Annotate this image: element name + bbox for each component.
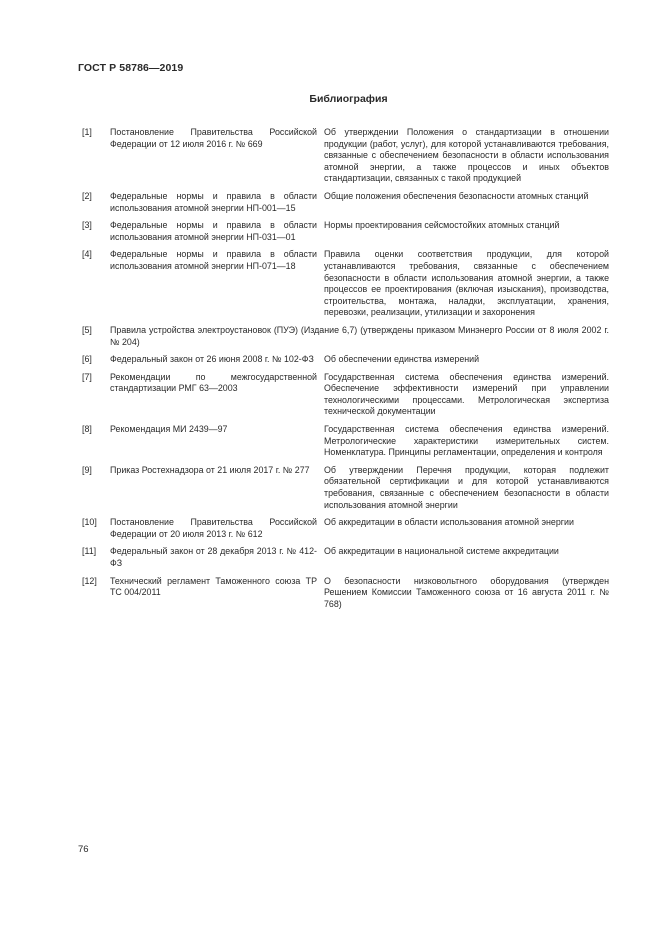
- entry-source: Постановление Правительства Российской Федерации от 20 июля 2013 г. № 612: [110, 517, 317, 539]
- entry-source: Рекомендация МИ 2439—97: [110, 424, 228, 435]
- bibliography-entry-1: [82, 127, 609, 185]
- entry-number: [4]: [82, 249, 92, 260]
- bibliography-entry-8: [82, 424, 609, 459]
- entry-number: [2]: [82, 190, 92, 201]
- entry-description: Нормы проектирования сейсмостойких атомных станций: [324, 220, 560, 231]
- entry-number: [3]: [82, 220, 92, 231]
- entry-description: Государственная система обеспечения единства измерений. Обеспечение эффективности измерений при управлении технологическими процессами. Метрологическая экспертиза технической документации: [324, 371, 609, 417]
- page-number: 76: [78, 844, 89, 855]
- entry-full-reference: Правила устройства электроустановок (ПУЭ) (Издание 6,7) (утверждены приказом Минэнерго России от 8 июля 2002 г. № 204): [110, 324, 609, 347]
- bibliography-entry-2: [82, 191, 609, 214]
- entry-description: Об утверждении Положения о стандартизации в отношении продукции (работ, услуг), для которой устанавливаются требования, связанные с обеспечением безопасности в области использования атомной энергии, а также процессов и иных объектов стандартизации, связанных с такой продукцией: [324, 127, 609, 184]
- entry-number: [11]: [82, 546, 97, 557]
- bibliography-entry-6: [82, 354, 609, 366]
- bibliography-list: [82, 127, 609, 616]
- entry-description: Общие положения обеспечения безопасности атомных станций: [324, 190, 589, 201]
- entry-number: [12]: [82, 575, 97, 586]
- entry-source: Федеральные нормы и правила в области использования атомной энергии НП-031—01: [110, 220, 317, 242]
- entry-description: О безопасности низковольтного оборудования (утвержден Решением Комиссии Таможенного союза от 16 августа 2011 г. № 768): [324, 575, 609, 609]
- entry-description: Об утверждении Перечня продукции, которая подлежит обязательной сертификации и для которой устанавливаются требования, связанные с обеспечением безопасности в области использования атомной энергии: [324, 464, 609, 510]
- bibliography-entry-3: [82, 220, 609, 243]
- entry-description: Об обеспечении единства измерений: [324, 354, 480, 365]
- entry-source: Постановление Правительства Российской Федерации от 12 июля 2016 г. № 669: [110, 127, 317, 149]
- bibliography-entry-5: [82, 325, 609, 348]
- entry-number: [1]: [82, 127, 92, 137]
- bibliography-entry-9: [82, 465, 609, 511]
- entry-source: Федеральный закон от 26 июня 2008 г. № 102-ФЗ: [110, 354, 314, 365]
- entry-source: Рекомендации по межгосударственной стандартизации РМГ 63—2003: [110, 371, 317, 394]
- bibliography-entry-11: [82, 546, 609, 569]
- bibliography-entry-4: [82, 249, 609, 319]
- bibliography-entry-12: [82, 576, 609, 611]
- entry-number: [5]: [82, 324, 92, 335]
- bibliography-entry-10: [82, 517, 609, 540]
- entry-number: [7]: [82, 371, 92, 382]
- page-title: Библиография: [309, 93, 388, 105]
- entry-source: Технический регламент Таможенного союза ТР ТС 004/2011: [110, 575, 317, 598]
- entry-number: [6]: [82, 354, 92, 365]
- entry-description: Об аккредитации в национальной системе аккредитации: [324, 546, 559, 557]
- entry-source: Федеральные нормы и правила в области использования атомной энергии НП-001—15: [110, 190, 317, 213]
- entry-description: Об аккредитации в области использования атомной энергии: [324, 517, 574, 528]
- bibliography-entry-7: [82, 372, 609, 418]
- entry-source: Приказ Ростехнадзора от 21 июля 2017 г. № 277: [110, 464, 310, 475]
- entry-source: Федеральные нормы и правила в области использования атомной энергии НП-071—18: [110, 249, 317, 271]
- entry-description: Правила оценки соответствия продукции, для которой устанавливаются требования, связанные с обеспечением безопасности в области использования атомной энергии, а также процессов ее проектирования (включая изыскания), производства, строительства, монтажа, наладки, эксплуатации, хранения, перевозки, реализации, утилизации и захоронения: [324, 249, 609, 318]
- entry-number: [9]: [82, 464, 92, 475]
- entry-number: [10]: [82, 517, 97, 528]
- entry-source: Федеральный закон от 28 декабря 2013 г. № 412-ФЗ: [110, 546, 317, 568]
- standard-code: ГОСТ Р 58786—2019: [78, 62, 184, 74]
- entry-description: Государственная система обеспечения единства измерений. Метрологические характеристики измерительных систем. Номенклатура. Принципы регламентации, определения и контроля: [324, 424, 609, 458]
- entry-number: [8]: [82, 424, 92, 435]
